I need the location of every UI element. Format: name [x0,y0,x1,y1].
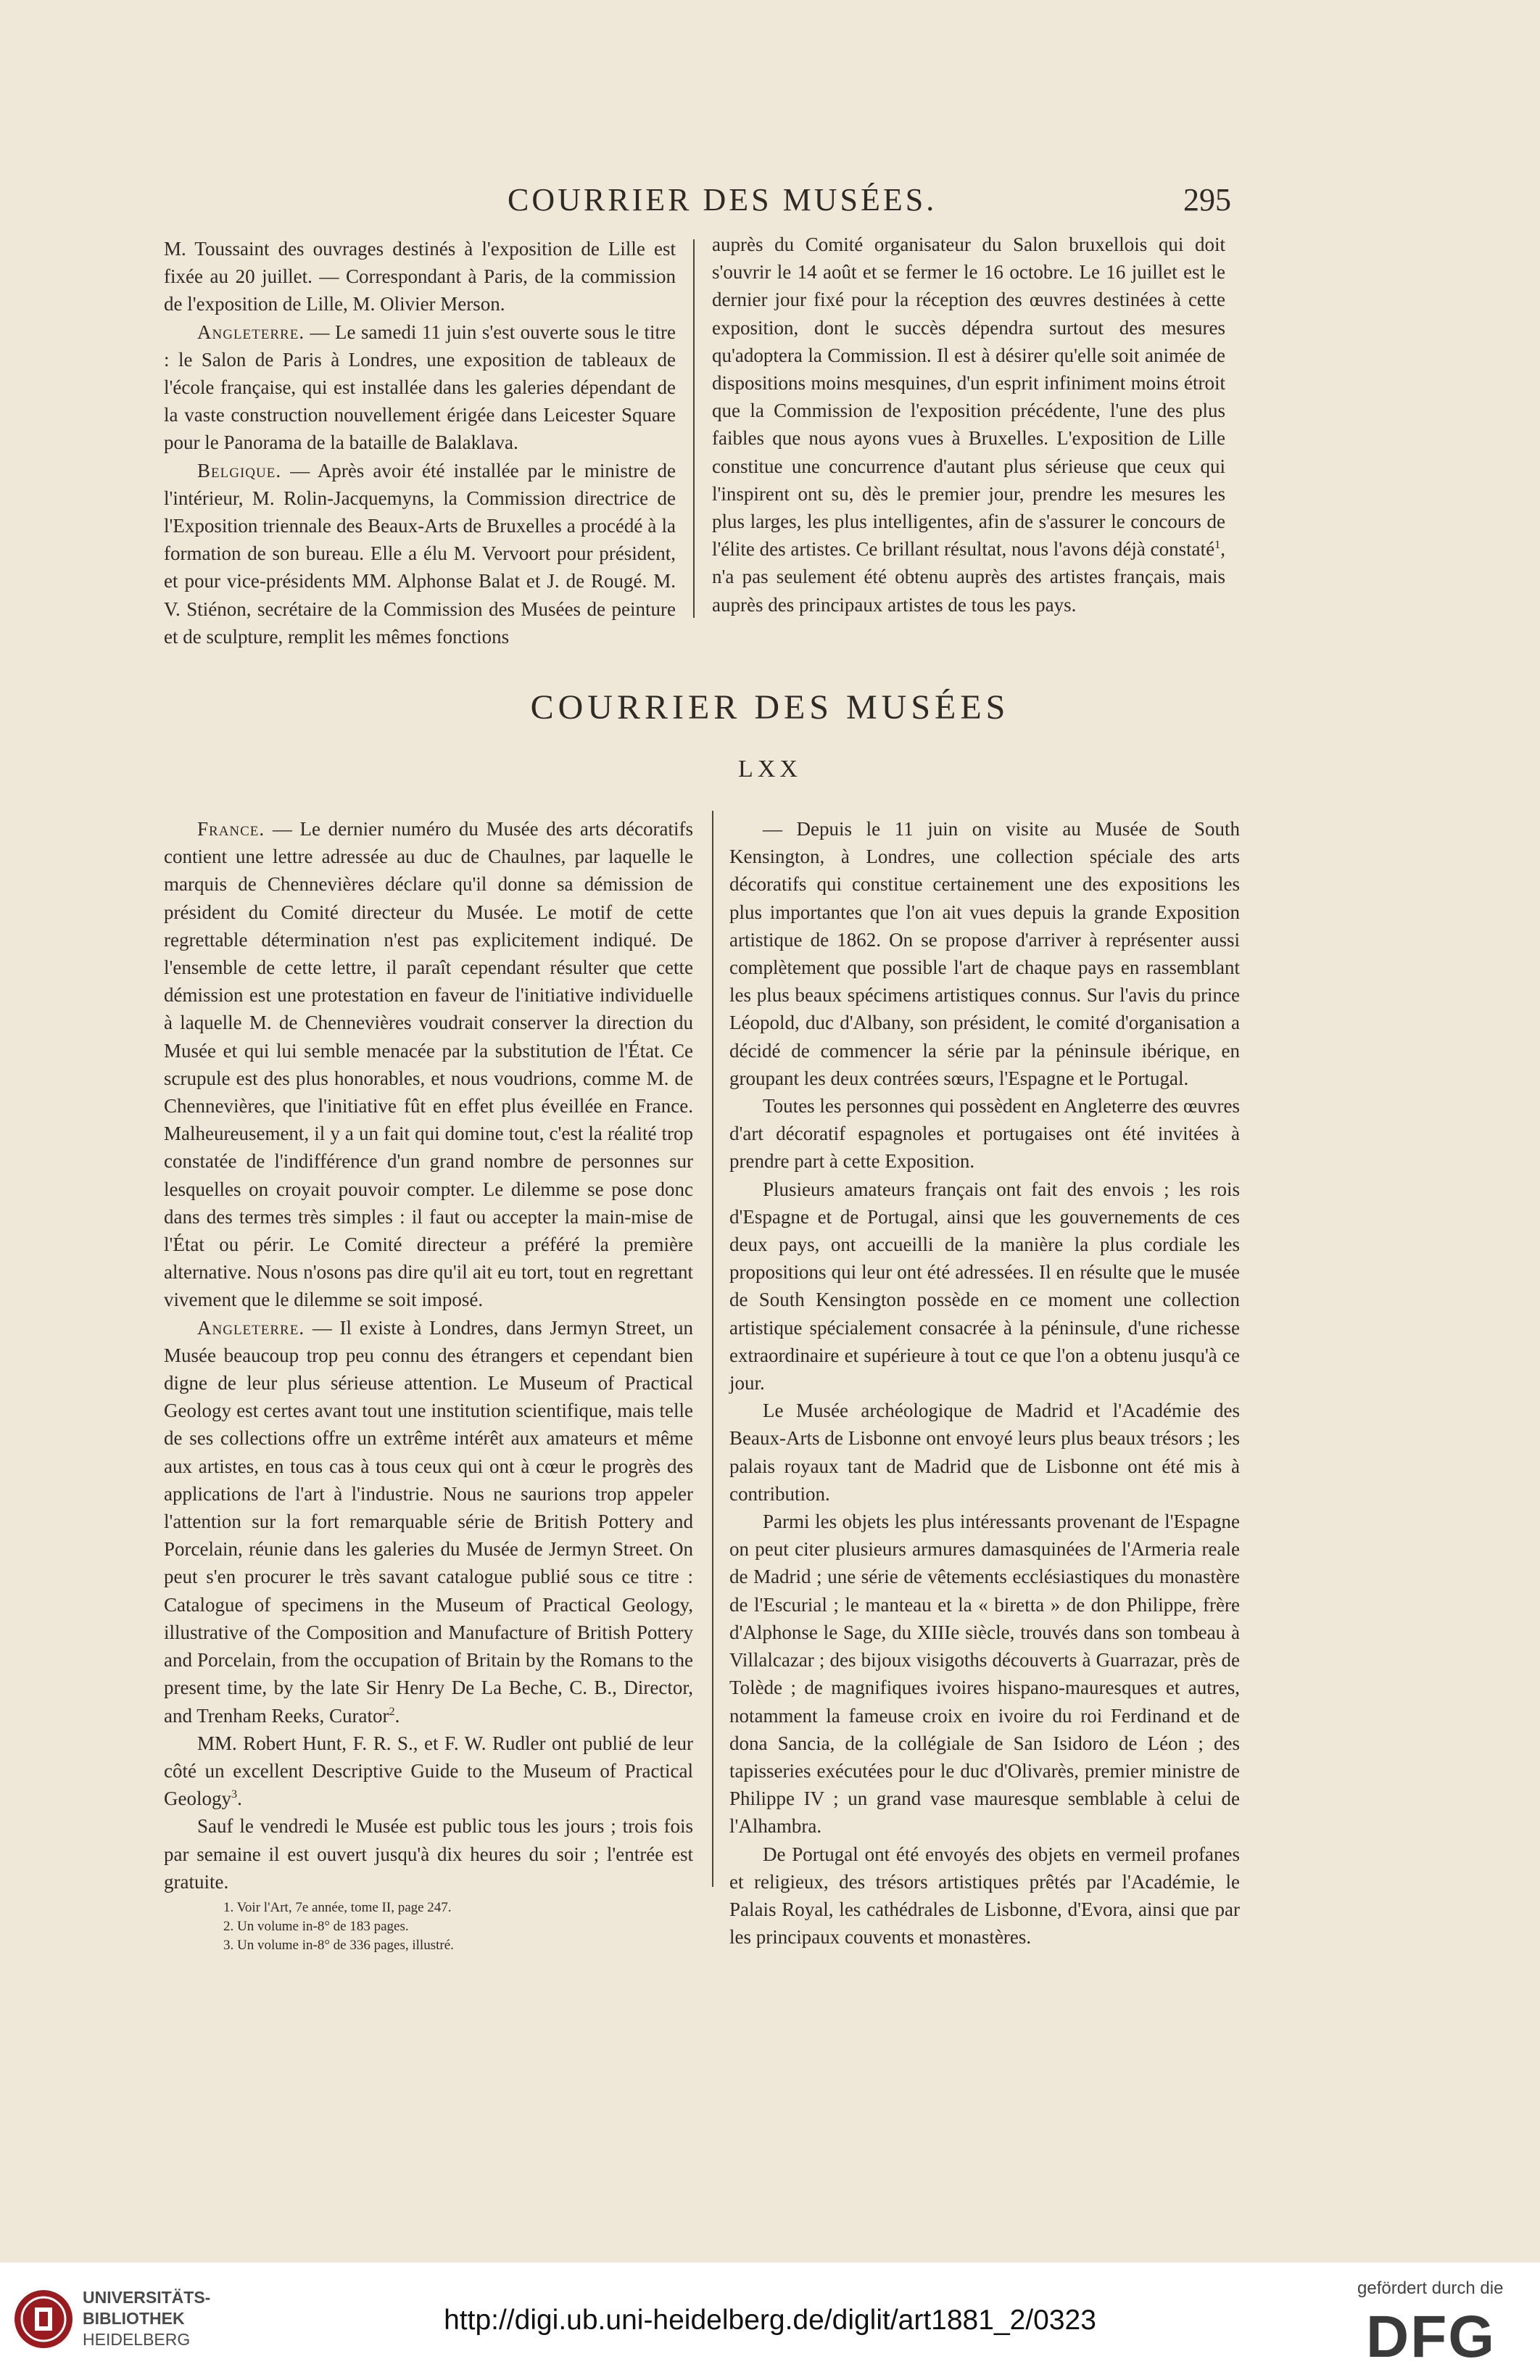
paragraph: MM. Robert Hunt, F. R. S., et F. W. Rudler ont publié de leur côté un excellent Descriptive Guide to the Museum of Practical Geology$^3$. [164,1732,693,1810]
footnotes [223,1898,687,1955]
main-right-column [729,815,1240,1951]
source-url-link[interactable]: http://digi.ub.uni-heidelberg.de/diglit/art1881_2/0323 [444,2305,1096,2336]
paragraph: Le Musée archéologique de Madrid et l'Académie des Beaux-Arts de Lisbonne ont envoyé leurs plus beaux trésors ; les palais royaux tant de Madrid que de Lisbonne ont été mis à contribution. [729,1400,1240,1505]
section-title: COURRIER DES MUSÉES [530,688,1010,727]
paragraph: Toutes les personnes qui possèdent en Angleterre des œuvres d'art décoratif espagnoles et portugaises ont été invitées à prendre part à cette Exposition. [729,1095,1240,1173]
column-divider [693,239,695,618]
footnote: 2. Un volume in-8° de 183 pages. [223,1919,409,1934]
paragraph: auprès du Comité organisateur du Salon bruxellois qui doit s'ouvrir le 14 août et se fermer le 16 octobre. Le 16 juillet est le dernier jour fixé pour la réception des œuvres destinées à cette exposition, dont le succès dépendra surtout des mesures qu'adoptera la Commission. Il est à désirer qu'elle soit animée de dispositions moins mesquines, d'un esprit infiniment moins étroit que la Commission de l'exposition précédente, l'une des plus faibles que nous ayons vues à Bruxelles. L'exposition de Lille constitue une concurrence d'autant plus sérieuse que ceux qui l'inspirent ont su, dès le premier jour, prendre les mesures les plus larges, les plus intelligentes, afin de s'assurer le concours de l'élite des artistes. Ce brillant résultat, nous l'avons déjà constaté$^1$, n'a pas seulement été obtenu auprès des artistes français, mais auprès des principaux artistes de tous les pays. [712,234,1225,616]
column-divider [712,811,713,1887]
paragraph: De Portugal ont été envoyés des objets en vermeil profanes et religieux, des trésors artistiques prêtés par l'Académie, le Palais Royal, les cathédrales de Lisbonne, d'Evora, ainsi que par les principaux couvents et monastères. [729,1843,1240,1949]
section-number: LXX [738,756,802,782]
paragraph: Parmi les objets les plus intéressants provenant de l'Espagne on peut citer plusieurs armures damasquinées de l'Armeria reale de Madrid ; une série de vêtements ecclésiastiques du monastère de l'Escurial ; le manteau et la « biretta » de don Philippe, frère d'Alphonse le Sage, du XIIIe siècle, trouvés dans son tombeau à Villalcazar ; des bijoux visigoths découverts à Guarrazar, près de Tolède ; de magnifiques ivoires hispano-mauresques et autres, notamment la fameuse croix en ivoire du roi Ferdinand et de dona Sancia, de la collégiale de San Isidoro de Léon ; des tapisseries exécutées pour le duc d'Olivarès, premier ministre de Philippe IV ; un grand vase mauresque semblable à celui de l'Alhambra. [729,1511,1240,1838]
top-right-column [712,231,1225,619]
paragraph: France. — Le dernier numéro du Musée des arts décoratifs contient une lettre adressée au duc de Chaulnes, par laquelle le marquis de Chennevières déclare qu'il donne sa démission de président du Comité directeur du Musée. Le motif de cette regrettable détermination n'est pas explicitement indiqué. De l'ensemble de cette lettre, il paraît cependant résulter que cette démission est une protestation en faveur de l'initiative individuelle à laquelle M. de Chennevières voudrait conserver la direction du Musée et qui lui semble menacée par la substitution de l'État. Ce scrupule est des plus honorables, et nous voudrions, comme M. de Chennevières, que l'initiative fût en effet plus éveillée en France. Malheureusement, il y a un fait qui domine tout, c'est la réalité trop constatée de l'indifférence d'un grand nombre de personnes sur lesquelles on croyait pouvoir compter. Le dilemme se pose donc dans des termes très simples : il faut ou accepter la main-mise de l'État ou périr. Le Comité directeur a préféré la première alternative. Nous n'osons pas dire qu'il ait eu tort, tout en regrettant vivement que le dilemme se soit imposé. [164,818,693,1311]
dfg-logo: DFG [1366,2304,1496,2370]
paragraph: Plusieurs amateurs français ont fait des envois ; les rois d'Espagne et de Portugal, ainsi que les gouvernements de ces deux pays, ont accueilli de la manière la plus cordiale les propositions qui leur ont été adressées. Il en résulte que le musée de South Kensington possède en ce moment une collection artistique spécialement consacrée à la péninsule, d'une richesse extraordinaire et supérieure à tout ce que l'on a obtenu jusqu'à ce jour. [729,1178,1240,1394]
footnote: 3. Un volume in-8° de 336 pages, illustré. [223,1938,454,1953]
funding-label: gefördert durch die [1357,2278,1504,2298]
digitization-footer [0,2263,1540,2380]
paragraph: M. Toussaint des ouvrages destinés à l'exposition de Lille est fixée au 20 juillet. — Correspondant à Paris, de la commission de l'exposition de Lille, M. Olivier Merson. [164,238,676,315]
top-left-column [164,235,676,650]
paragraph: Angleterre. — Il existe à Londres, dans Jermyn Street, un Musée beaucoup trop peu connu des étrangers et cependant bien digne de leur plus sérieuse attention. Le Museum of Practical Geology est certes avant tout une institution scientifique, mais telle de ses collections offre un extrême intérêt aux amateurs et même aux artistes, en tous cas à tous ceux qui ont à cœur le progrès des applications de l'art à l'industrie. Nous ne saurions trop appeler l'attention sur la fort remarquable série de British Pottery and Porcelain, réunie dans les galeries du Musée de Jermyn Street. On peut s'en procurer le très savant catalogue publié sous ce titre : Catalogue of specimens in the Museum of Practical Geology, illustrative of the Composition and Manufacture of British Pottery and Porcelain, from the occupation of Britain by the Romans to the present time, by the late Sir Henry De La Beche, C. B., Director, and Trenham Reeks, Curator$^2$. [164,1316,694,1727]
main-left-column [164,815,693,1896]
paragraph: — Depuis le 11 juin on visite au Musée de South Kensington, à Londres, une collection spéciale des arts décoratifs qui constitue certainement une des expositions les plus importantes que l'on ait vues depuis la grande Exposition artistique de 1862. On se propose d'arriver à représenter aussi complètement que possible l'art de chaque pays en rassemblant les plus beaux spécimens artistiques connus. Sur l'avis du prince Léopold, duc d'Albany, son président, le comité d'organisation a décidé de commencer la série par la péninsule ibérique, en groupant les deux contrées sœurs, l'Espagne et le Portugal. [729,818,1240,1089]
paragraph: Sauf le vendredi le Musée est public tous les jours ; trois fois par semaine il est ouvert jusqu'à dix heures du soir ; l'entrée est gratuite. [164,1815,693,1893]
footnote: 1. Voir l'Art, 7e année, tome II, page 247. [223,1900,452,1915]
page-number: 295 [1183,182,1231,218]
institution-name: UNIVERSITÄTS- BIBLIOTHEK HEIDELBERG [83,2288,211,2349]
paragraph: Belgique. — Après avoir été installée par le ministre de l'intérieur, M. Rolin-Jacquemyns, la Commission directrice de l'Exposition triennale des Beaux-Arts de Bruxelles a procédé à la formation de son bureau. Elle a élu M. Vervoort pour président, et pour vice-présidents MM. Alphonse Balat et J. de Rougé. M. V. Stiénon, secrétaire de la Commission des Musées de peinture et de sculpture, remplit les mêmes fonctions [164,459,676,648]
paragraph: Angleterre. — Le samedi 11 juin s'est ouverte sous le titre : le Salon de Paris à Londres, une exposition de tableaux de l'école française, qui est installée dans les galeries dépendant de la vaste construction nouvellement érigée dans Leicester Square pour le Panorama de la bataille de Balaklava. [164,321,676,454]
running-title: COURRIER DES MUSÉES. [508,182,937,218]
